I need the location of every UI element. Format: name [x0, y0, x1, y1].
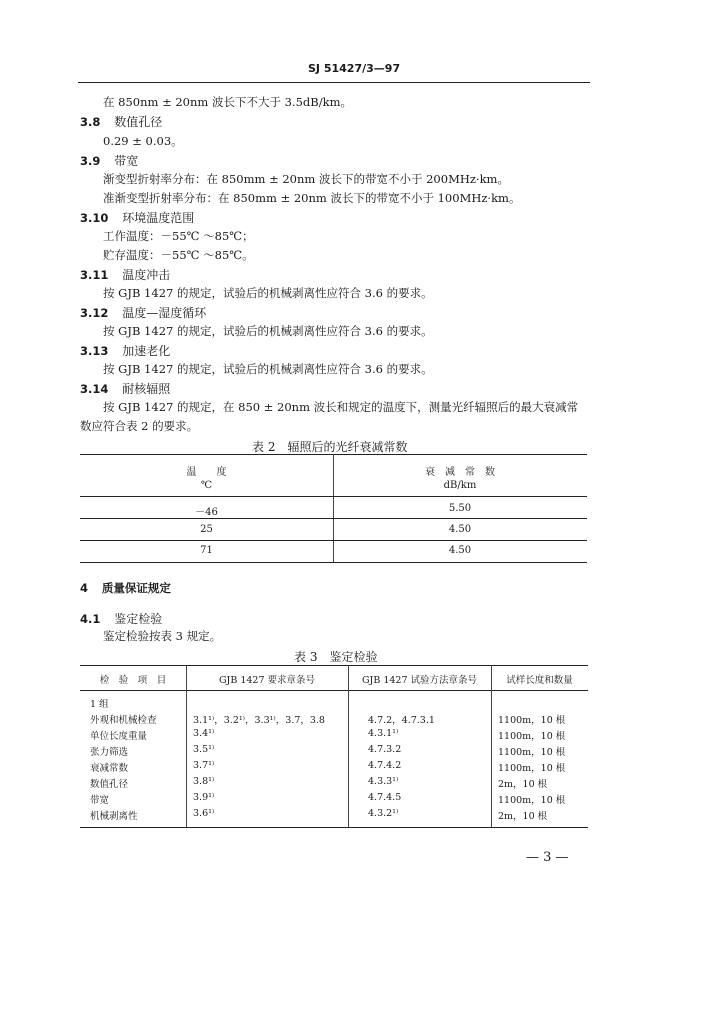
section-number: 3.11 — [80, 268, 109, 282]
body-line: 渐变型折射率分布：在 850mm ± 20nm 波长下的带宽不小于 200MHz·km。 — [103, 172, 509, 186]
body-line: 贮存温度：－55℃ ～85℃。 — [103, 248, 254, 262]
table3-cell: 4.3.3¹⁾ — [368, 776, 399, 787]
table2-row-rule — [80, 540, 587, 541]
table3-cell: 4.7.4.2 — [368, 760, 402, 771]
header-rule — [78, 82, 590, 83]
body-line: 鉴定检验按表 3 规定。 — [103, 629, 222, 643]
table3-cell: 1100m，10 根 — [498, 731, 566, 742]
section-heading — [80, 380, 170, 397]
table3-cell: 衰减常数 — [90, 763, 129, 774]
table3-cell: 4.3.1¹⁾ — [368, 728, 399, 739]
table3-cell: 4.7.4.5 — [368, 792, 402, 803]
table2-cell: －46 — [195, 507, 218, 518]
body-line: 按 GJB 1427 的规定，试验后的机械剥离性应符合 3.6 的要求。 — [103, 362, 433, 376]
section-title: 温度冲击 — [122, 268, 171, 282]
table3-cell: 外观和机械检查 — [90, 715, 157, 726]
table3-cell: 3.9¹⁾ — [193, 792, 215, 803]
section-title: 环境温度范围 — [122, 211, 195, 225]
section-title: 加速老化 — [122, 344, 171, 358]
table2-cell: 71 — [200, 545, 213, 556]
section-heading — [80, 152, 138, 169]
table2-header-rule — [80, 496, 587, 497]
body-line: 按 GJB 1427 的规定，试验后的机械剥离性应符合 3.6 的要求。 — [103, 324, 433, 338]
table3-cell: 3.6¹⁾ — [193, 808, 215, 819]
body-line: 0.29 ± 0.03。 — [103, 134, 183, 148]
section-number: 3.10 — [80, 211, 109, 225]
table2-cell: 5.50 — [448, 503, 472, 514]
table3-cell: 3.7¹⁾ — [193, 760, 215, 771]
section-number: 4 — [80, 581, 89, 595]
table2-cell: 4.50 — [448, 545, 472, 556]
section-heading — [80, 342, 170, 359]
table3-cell: 3.1¹⁾，3.2¹⁾，3.3¹⁾，3.7，3.8 — [193, 715, 325, 726]
table3-cell: 机械剥离性 — [90, 811, 138, 822]
page-number: — 3 — — [526, 850, 569, 865]
table3-cell: 1100m，10 根 — [498, 763, 566, 774]
table3-cell: 数值孔径 — [90, 779, 129, 790]
table3-header-item: 检 验 项 目 — [99, 675, 167, 686]
table3-cell: 3.5¹⁾ — [193, 744, 215, 755]
section-number: 3.13 — [80, 344, 109, 358]
body-line: 工作温度：－55℃ ～85℃； — [103, 229, 254, 243]
section-heading — [80, 610, 162, 627]
section-heading — [80, 266, 170, 283]
section-heading — [80, 113, 162, 130]
document-code: SJ 51427/3—97 — [308, 62, 401, 75]
table3-cell: 带宽 — [90, 795, 110, 806]
table2-col1-header: 温 度 — [186, 467, 227, 478]
section-title: 数值孔径 — [114, 115, 163, 129]
table3-header-method: GJB 1427 试验方法章条号 — [361, 675, 478, 686]
table3-group-label: 1 组 — [90, 699, 109, 710]
body-line: 按 GJB 1427 的规定，试验后的机械剥离性应符合 3.6 的要求。 — [103, 286, 433, 300]
table2-cell: 25 — [200, 524, 213, 535]
section-heading — [80, 209, 194, 226]
section-heading — [80, 580, 171, 596]
section-title: 带宽 — [114, 154, 139, 168]
table3-column-divider — [491, 690, 492, 827]
body-line: 按 GJB 1427 的规定，在 850 ± 20nm 波长和规定的温度下，测量光纤辐照后的最大衰减常 — [103, 400, 579, 414]
table3-cell: 1100m，10 根 — [498, 715, 566, 726]
table3-caption: 表 3 鉴定检验 — [294, 650, 378, 664]
table3-cell: 2m，10 根 — [498, 779, 548, 790]
table3-cell: 2m，10 根 — [498, 811, 548, 822]
table2-bottom-rule — [80, 562, 587, 563]
table3-cell: 4.7.3.2 — [368, 744, 402, 755]
section-title: 鉴定检验 — [114, 612, 163, 626]
table3-header-rule — [80, 690, 588, 691]
table2-row-rule — [80, 518, 587, 519]
section-number: 3.14 — [80, 382, 109, 396]
section-heading — [80, 304, 206, 321]
table2-cell: 4.50 — [448, 524, 472, 535]
table3-cell: 3.4¹⁾ — [193, 728, 215, 739]
table3-top-rule — [80, 665, 588, 666]
section-number: 3.12 — [80, 306, 109, 320]
table2-col1-unit: ℃ — [200, 480, 213, 491]
table3-column-divider — [348, 690, 349, 827]
table3-cell: 3.8¹⁾ — [193, 776, 215, 787]
body-line: 准渐变型折射率分布：在 850mm ± 20nm 波长下的带宽不小于 100MHz·km。 — [103, 191, 521, 205]
table2-col2-header: 衰 减 常 数 — [425, 467, 495, 478]
table3-cell: 单位长度重量 — [90, 731, 148, 742]
table2-col2-unit: dB/km — [443, 480, 477, 491]
table3-cell: 4.3.2¹⁾ — [368, 808, 399, 819]
table3-column-divider — [186, 690, 187, 827]
section-title: 温度—湿度循环 — [122, 306, 207, 320]
table3-header-sample: 试样长度和数量 — [506, 675, 573, 686]
section-number: 3.8 — [80, 115, 101, 129]
table3-cell: 4.7.2，4.7.3.1 — [368, 715, 435, 726]
table3-header-req: GJB 1427 要求章条号 — [218, 675, 316, 686]
section-title: 耐核辐照 — [122, 382, 171, 396]
table3-cell: 1100m，10 根 — [498, 747, 566, 758]
table3-cell: 1100m，10 根 — [498, 795, 566, 806]
section-number: 4.1 — [80, 612, 101, 626]
section-title: 质量保证规定 — [101, 581, 171, 595]
body-line: 数应符合表 2 的要求。 — [80, 419, 199, 433]
section-number: 3.9 — [80, 154, 101, 168]
body-line: 在 850nm ± 20nm 波长下不大于 3.5dB/km。 — [103, 95, 352, 109]
table2-caption: 表 2 辐照后的光纤衰减常数 — [252, 440, 408, 454]
table3-cell: 张力筛选 — [90, 747, 129, 758]
table3-bottom-rule — [80, 827, 588, 828]
